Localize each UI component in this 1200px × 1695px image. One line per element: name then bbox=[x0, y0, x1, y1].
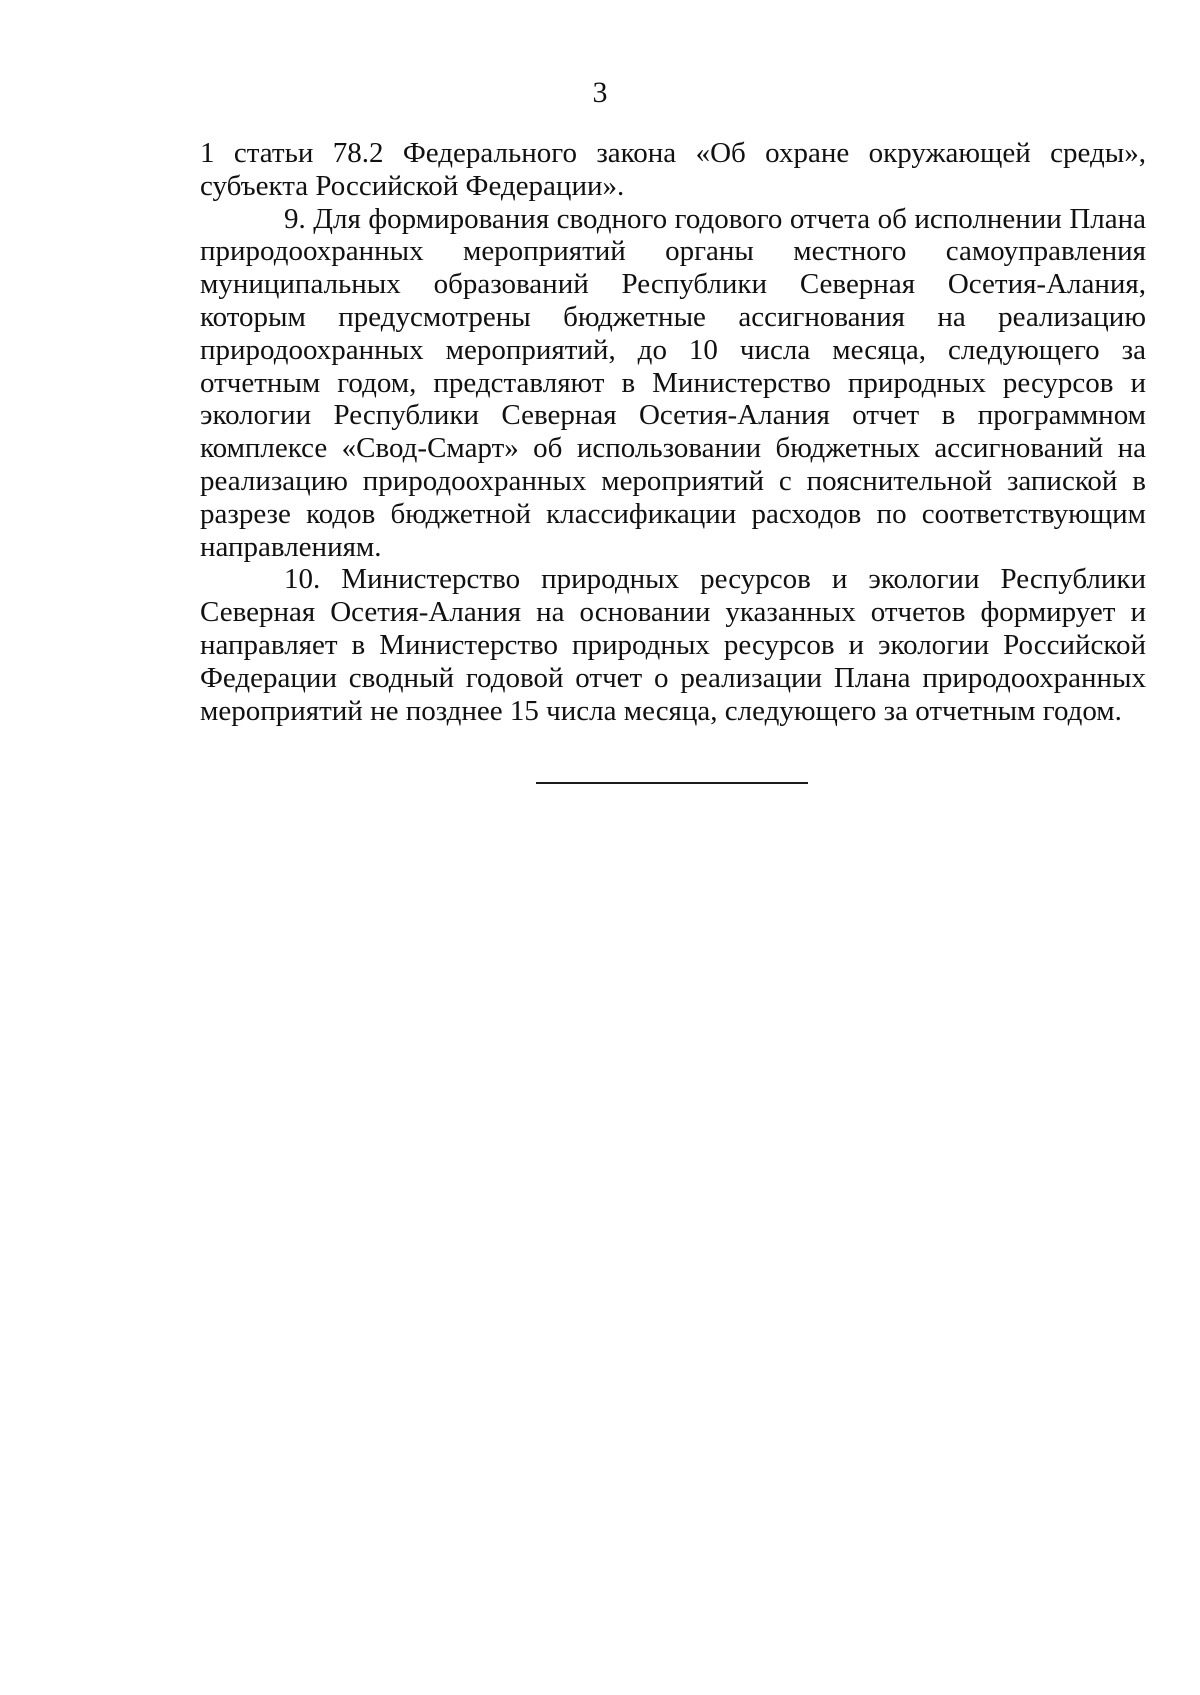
end-separator-line bbox=[536, 782, 808, 784]
paragraph-item-10: 10. Министерство природных ресурсов и экологии Республики Северная Осетия-Алания на основании указанных отчетов формирует и направляет в Министерство природных ресурсов и экологии Российской Федерации сводный годовой отчет о реализации Плана природоохранных мероприятий не позднее 15 числа месяца, следующего за отчетным годом. bbox=[200, 563, 1146, 727]
page-number: 3 bbox=[592, 76, 608, 109]
document-body bbox=[200, 137, 1146, 727]
paragraph-continuation: 1 статьи 78.2 Федерального закона «Об охране окружающей среды», субъекта Российской Федерации». bbox=[200, 137, 1146, 202]
paragraph-item-9: 9. Для формирования сводного годового отчета об исполнении Плана природоохранных мероприятий органы местного самоуправления муниципальных образований Республики Северная Осетия-Алания, которым предусмотрены бюджетные ассигнования на реализацию природоохранных мероприятий, до 10 числа месяца, следующего за отчетным годом, представляют в Министерство природных ресурсов и экологии Республики Северная Осетия-Алания отчет в программном комплексе «Свод-Смарт» об использовании бюджетных ассигнований на реализацию природоохранных мероприятий с пояснительной запиской в разрезе кодов бюджетной классификации расходов по соответствующим направлениям. bbox=[200, 202, 1146, 563]
